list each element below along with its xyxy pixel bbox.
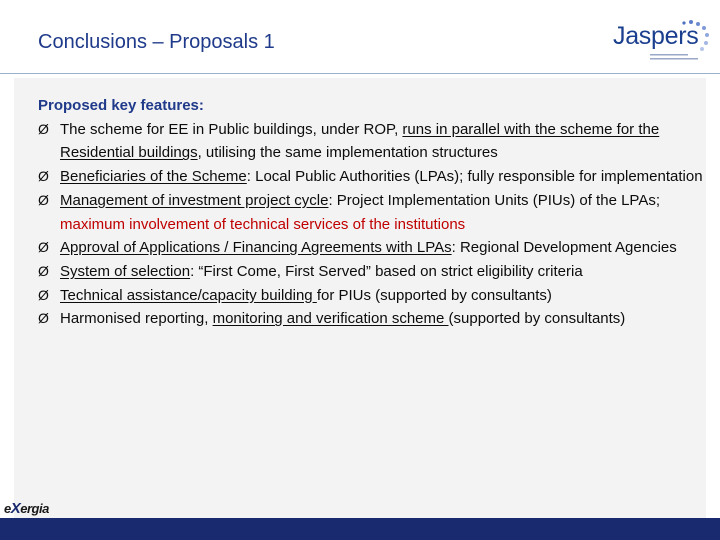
feature-item-text — [60, 236, 710, 260]
feature-list-item — [38, 118, 710, 165]
exergia-logo-x: X — [10, 500, 21, 517]
arrow-bullet-icon: Ø — [38, 191, 49, 208]
arrow-bullet-icon: Ø — [38, 168, 49, 185]
exergia-logo — [4, 500, 49, 517]
underlined-phrase: runs in parallel with the scheme for the Residential buildings — [60, 120, 660, 162]
text-run: Harmonised reporting, — [60, 310, 213, 328]
feature-list-item — [38, 189, 710, 236]
feature-list-item — [38, 236, 710, 260]
text-run: : “First Come, First Served” based on strict eligibility criteria — [190, 262, 583, 280]
exergia-logo-rest: ergia — [20, 501, 49, 516]
feature-item-text — [60, 284, 710, 308]
text-run: , utilising the same implementation structures — [197, 144, 498, 162]
text-run: : Local Public Authorities (LPAs); fully responsible for implementation — [246, 168, 703, 186]
footer-bar — [0, 518, 720, 540]
slide-body — [38, 94, 710, 331]
feature-list-item — [38, 165, 710, 189]
highlighted-phrase: maximum involvement of technical services of the institutions — [60, 215, 466, 233]
feature-item-text — [60, 118, 710, 165]
jaspers-logo-text: Jaspers — [613, 22, 699, 50]
arrow-bullet-icon: Ø — [38, 262, 49, 279]
underlined-phrase: Beneficiaries of the Scheme — [60, 168, 247, 186]
arrow-bullet-icon: Ø — [38, 120, 49, 137]
feature-list — [38, 118, 710, 331]
feature-list-item — [38, 260, 710, 284]
arrow-bullet-icon: Ø — [38, 286, 49, 303]
underlined-phrase: System of selection — [60, 262, 191, 280]
underlined-phrase: Approval of Applications / Financing Agreements with LPAs — [60, 239, 452, 257]
underlined-phrase: Management of investment project cycle — [60, 191, 329, 209]
text-run: (supported by consultants) — [448, 310, 626, 328]
feature-list-item — [38, 307, 710, 331]
exergia-logo-e: e — [4, 501, 11, 516]
feature-item-text — [60, 165, 710, 189]
feature-item-text — [60, 260, 710, 284]
arrow-bullet-icon: Ø — [38, 310, 49, 327]
arrow-bullet-icon: Ø — [38, 239, 49, 256]
text-run: The scheme for EE in Public buildings, under ROP, — [60, 120, 403, 138]
text-run: for PIUs (supported by consultants) — [316, 286, 552, 304]
jaspers-tagline-graphic — [650, 52, 700, 64]
jaspers-logo — [610, 18, 710, 66]
feature-list-item — [38, 284, 710, 308]
slide-title: Conclusions – Proposals 1 — [38, 31, 275, 53]
feature-item-text — [60, 189, 710, 236]
body-heading: Proposed key features: — [38, 97, 204, 114]
underlined-phrase: monitoring and verification scheme — [212, 310, 449, 328]
text-run: : Project Implementation Units (PIUs) of the LPAs; — [328, 191, 660, 209]
feature-item-text — [60, 307, 710, 331]
title-divider — [0, 73, 720, 74]
underlined-phrase: Technical assistance/capacity building — [60, 286, 317, 304]
text-run: : Regional Development Agencies — [451, 239, 677, 257]
